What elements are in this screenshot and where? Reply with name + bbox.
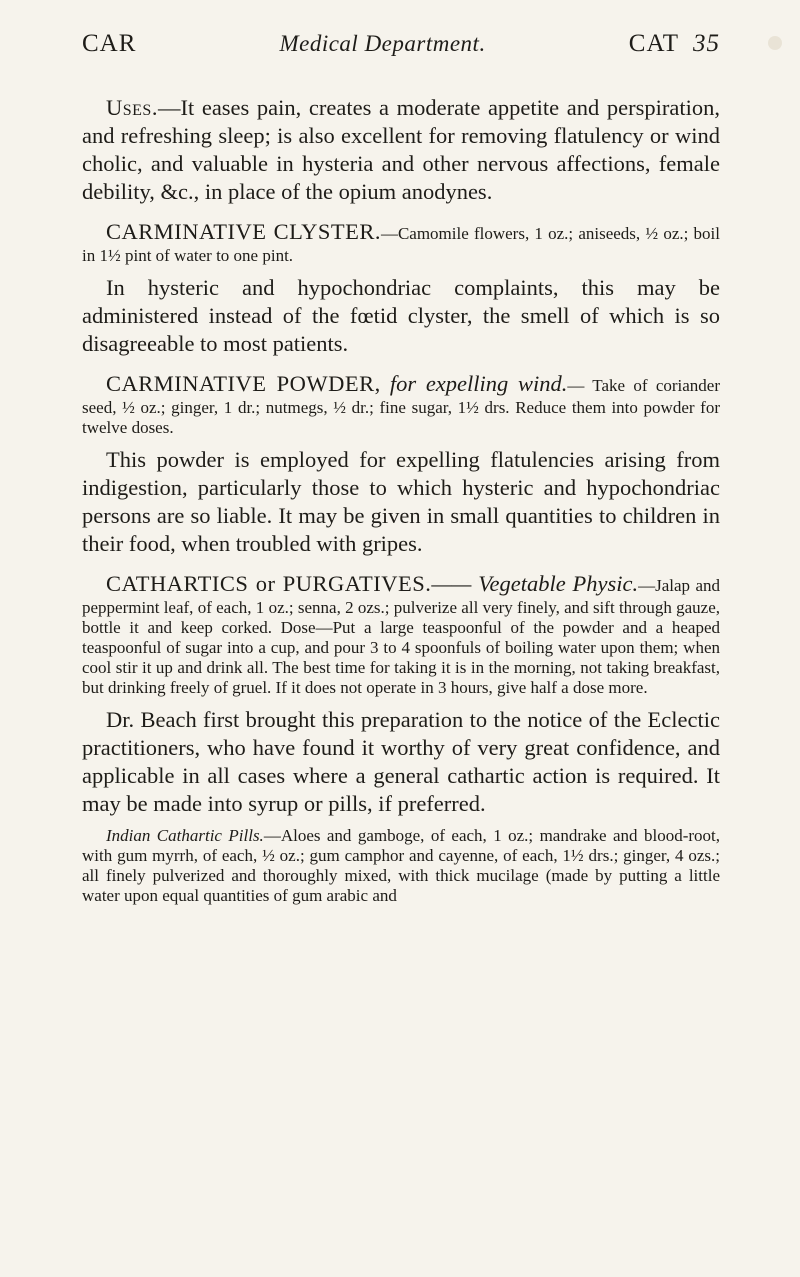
page-blemish — [768, 36, 782, 50]
powder-title: CARMINATIVE POWDER, — [106, 371, 381, 396]
header-right-keyword: CAT — [628, 30, 679, 57]
powder-paragraph: This powder is employed for expelling flatulencies arising from indigestion, particularly those to which hysteric and hypochondriac persons are so liable. It may be given in small quantities to children in their food, when troubled with gripes. — [82, 447, 720, 556]
running-head — [82, 30, 720, 58]
page-number: 35 — [693, 30, 720, 57]
powder-recipe — [82, 370, 720, 438]
header-section-title: Medical Department. — [279, 31, 486, 56]
powder-recipe-text: — Take of coriander seed, ½ oz.; ginger, 1 dr.; nutmegs, ½ dr.; fine sugar, 1½ drs. Reduce them into powder for twelve doses. — [82, 376, 720, 437]
cathartics-subtitle: —— Vegetable Physic. — [431, 571, 639, 596]
uses-label: Uses. — [106, 95, 158, 120]
pills-recipe-text: —Aloes and gamboge, of each, 1 oz.; mandrake and blood-root, with gum myrrh, of each, ½ oz.; gum camphor and cayenne, of each, 1½ drs.; ginger, 4 ozs.; all finely pulverized and thoroughly mixed, with thick mucilage (made by putting a little water upon equal quantities of gum arabic and — [82, 826, 720, 905]
clyster-recipe — [82, 218, 720, 266]
clyster-recipe-text: —Camomile flowers, 1 oz.; aniseeds, ½ oz.; boil in 1½ pint of water to one pint. — [82, 224, 720, 265]
header-left-keyword: CAR — [82, 30, 137, 57]
powder-subtitle: for expelling wind. — [389, 371, 568, 396]
pills-title: Indian Cathartic Pills. — [106, 826, 264, 845]
cathartics-paragraph: Dr. Beach first brought this preparation to the notice of the Eclectic practitioners, who have found it worthy of very great confidence, and applicable in all cases where a general cathartic action is required. It may be made into syrup or pills, if preferred. — [82, 707, 720, 816]
cathartics-recipe — [82, 570, 720, 698]
clyster-paragraph: In hysteric and hypochondriac complaints, this may be administered instead of the fœtid clyster, the smell of which is so disagreeable to most patients. — [82, 275, 720, 356]
header-right — [629, 30, 720, 58]
pills-recipe — [82, 826, 720, 906]
cathartics-recipe-text: —Jalap and peppermint leaf, of each, 1 oz.; senna, 2 ozs.; pulverize all very finely, and sift through gauze, bottle it and keep corked. Dose—Put a large teaspoonful of the powder and a heaped teaspoonful of sugar into a cup, and pour 3 to 4 spoonfuls of boiling water upon them; when cool stir it up and drink all. The best time for taking it is in the morning, not taking breakfast, but drinking freely of gruel. If it does not operate in 3 hours, give half a dose more. — [82, 576, 720, 697]
clyster-title: CARMINATIVE CLYSTER. — [106, 219, 381, 244]
uses-paragraph — [82, 94, 720, 206]
uses-text: —It eases pain, creates a moderate appetite and perspiration, and refreshing sleep; is also excellent for removing flatulency or wind cholic, and valuable in hysteria and other nervous affections, female debility, &c., in place of the opium anodynes. — [82, 95, 720, 204]
cathartics-title: CATHARTICS or PURGATIVES. — [106, 571, 432, 596]
